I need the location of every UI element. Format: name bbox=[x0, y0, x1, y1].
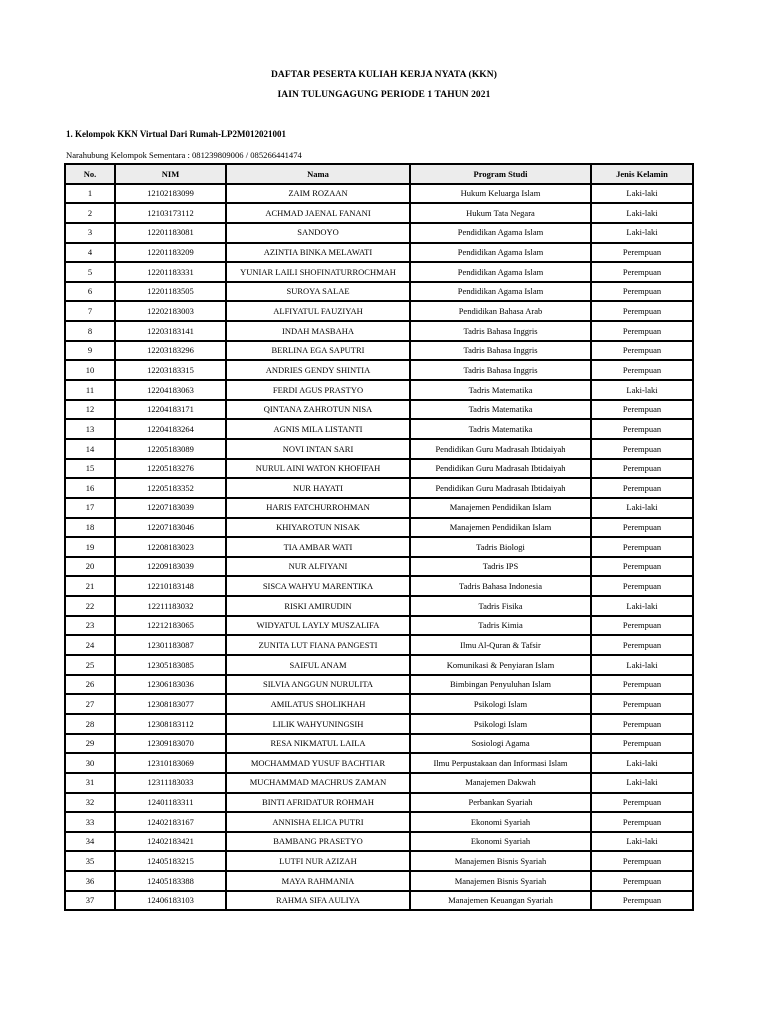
cell-jenis-kelamin: Perempuan bbox=[592, 735, 692, 753]
cell-nama: FERDI AGUS PRASTYO bbox=[227, 381, 409, 399]
table-row bbox=[66, 538, 692, 556]
cell-no: 28 bbox=[66, 715, 114, 733]
table-row bbox=[66, 204, 692, 222]
cell-no: 32 bbox=[66, 794, 114, 812]
cell-program-studi: Manajemen Keuangan Syariah bbox=[411, 892, 590, 910]
cell-no: 3 bbox=[66, 224, 114, 242]
cell-no: 20 bbox=[66, 558, 114, 576]
cell-nim: 12309183070 bbox=[116, 735, 225, 753]
cell-jenis-kelamin: Perempuan bbox=[592, 558, 692, 576]
cell-no: 12 bbox=[66, 401, 114, 419]
cell-nama: RAHMA SIFA AULIYA bbox=[227, 892, 409, 910]
cell-jenis-kelamin: Perempuan bbox=[592, 283, 692, 301]
cell-nama: RESA NIKMATUL LAILA bbox=[227, 735, 409, 753]
cell-no: 31 bbox=[66, 774, 114, 792]
cell-program-studi: Pendidikan Agama Islam bbox=[411, 263, 590, 281]
cell-jenis-kelamin: Perempuan bbox=[592, 636, 692, 654]
cell-nim: 12405183388 bbox=[116, 872, 225, 890]
table-row bbox=[66, 852, 692, 870]
cell-no: 24 bbox=[66, 636, 114, 654]
cell-program-studi: Tadris Matematika bbox=[411, 401, 590, 419]
table-row bbox=[66, 519, 692, 537]
participants-table bbox=[64, 163, 694, 911]
table-row bbox=[66, 636, 692, 654]
table-row bbox=[66, 224, 692, 242]
cell-no: 16 bbox=[66, 479, 114, 497]
column-header-nim: NIM bbox=[116, 165, 225, 183]
table-row bbox=[66, 440, 692, 458]
cell-jenis-kelamin: Perempuan bbox=[592, 460, 692, 478]
cell-nim: 12204183171 bbox=[116, 401, 225, 419]
cell-program-studi: Bimbingan Penyuluhan Islam bbox=[411, 676, 590, 694]
cell-program-studi: Tadris Bahasa Indonesia bbox=[411, 577, 590, 595]
cell-nim: 12305183085 bbox=[116, 656, 225, 674]
table-row bbox=[66, 656, 692, 674]
cell-jenis-kelamin: Perempuan bbox=[592, 577, 692, 595]
cell-no: 23 bbox=[66, 617, 114, 635]
cell-program-studi: Tadris Bahasa Inggris bbox=[411, 322, 590, 340]
cell-jenis-kelamin: Perempuan bbox=[592, 322, 692, 340]
cell-program-studi: Sosiologi Agama bbox=[411, 735, 590, 753]
cell-no: 18 bbox=[66, 519, 114, 537]
cell-nim: 12310183069 bbox=[116, 754, 225, 772]
cell-nama: NOVI INTAN SARI bbox=[227, 440, 409, 458]
column-header-jenis-kelamin: Jenis Kelamin bbox=[592, 165, 692, 183]
cell-jenis-kelamin: Perempuan bbox=[592, 872, 692, 890]
cell-no: 19 bbox=[66, 538, 114, 556]
cell-nim: 12311183033 bbox=[116, 774, 225, 792]
cell-nim: 12306183036 bbox=[116, 676, 225, 694]
cell-nim: 12301183087 bbox=[116, 636, 225, 654]
cell-nim: 12401183311 bbox=[116, 794, 225, 812]
cell-nama: KHIYAROTUN NISAK bbox=[227, 519, 409, 537]
cell-nama: HARIS FATCHURROHMAN bbox=[227, 499, 409, 517]
cell-nama: BAMBANG PRASETYO bbox=[227, 833, 409, 851]
cell-jenis-kelamin: Laki-laki bbox=[592, 754, 692, 772]
table-row bbox=[66, 499, 692, 517]
table-row bbox=[66, 794, 692, 812]
cell-nama: AGNIS MILA LISTANTI bbox=[227, 420, 409, 438]
cell-nim: 12204183264 bbox=[116, 420, 225, 438]
cell-program-studi: Tadris Biologi bbox=[411, 538, 590, 556]
table-row bbox=[66, 381, 692, 399]
cell-jenis-kelamin: Perempuan bbox=[592, 361, 692, 379]
cell-program-studi: Tadris Bahasa Inggris bbox=[411, 342, 590, 360]
cell-nim: 12102183099 bbox=[116, 185, 225, 203]
cell-nama: MUCHAMMAD MACHRUS ZAMAN bbox=[227, 774, 409, 792]
cell-program-studi: Manajemen Bisnis Syariah bbox=[411, 872, 590, 890]
cell-nama: NUR ALFIYANI bbox=[227, 558, 409, 576]
table-row bbox=[66, 361, 692, 379]
cell-jenis-kelamin: Perempuan bbox=[592, 695, 692, 713]
cell-jenis-kelamin: Perempuan bbox=[592, 617, 692, 635]
table-row bbox=[66, 460, 692, 478]
cell-nama: ALFIYATUL FAUZIYAH bbox=[227, 302, 409, 320]
cell-program-studi: Tadris Matematika bbox=[411, 381, 590, 399]
column-header-program-studi: Program Studi bbox=[411, 165, 590, 183]
table-row bbox=[66, 244, 692, 262]
cell-no: 30 bbox=[66, 754, 114, 772]
cell-nama: ANNISHA ELICA PUTRI bbox=[227, 813, 409, 831]
cell-program-studi: Pendidikan Guru Madrasah Ibtidaiyah bbox=[411, 479, 590, 497]
table-body bbox=[66, 185, 692, 910]
cell-nim: 12205183352 bbox=[116, 479, 225, 497]
cell-jenis-kelamin: Perempuan bbox=[592, 401, 692, 419]
cell-no: 7 bbox=[66, 302, 114, 320]
cell-nama: INDAH MASBAHA bbox=[227, 322, 409, 340]
cell-program-studi: Pendidikan Bahasa Arab bbox=[411, 302, 590, 320]
table-row bbox=[66, 872, 692, 890]
cell-jenis-kelamin: Perempuan bbox=[592, 244, 692, 262]
cell-program-studi: Pendidikan Agama Islam bbox=[411, 224, 590, 242]
table-row bbox=[66, 283, 692, 301]
cell-jenis-kelamin: Perempuan bbox=[592, 479, 692, 497]
cell-nim: 12201183209 bbox=[116, 244, 225, 262]
table-header-row bbox=[66, 165, 692, 183]
cell-nama: LUTFI NUR AZIZAH bbox=[227, 852, 409, 870]
column-header-nama: Nama bbox=[227, 165, 409, 183]
cell-jenis-kelamin: Perempuan bbox=[592, 302, 692, 320]
cell-nama: BINTI AFRIDATUR ROHMAH bbox=[227, 794, 409, 812]
cell-nama: YUNIAR LAILI SHOFINATURROCHMAH bbox=[227, 263, 409, 281]
table-row bbox=[66, 185, 692, 203]
cell-nama: SUROYA SALAE bbox=[227, 283, 409, 301]
cell-nim: 12201183331 bbox=[116, 263, 225, 281]
cell-jenis-kelamin: Laki-laki bbox=[592, 774, 692, 792]
group-heading: 1. Kelompok KKN Virtual Dari Rumah-LP2M012021001 bbox=[66, 129, 286, 139]
cell-nim: 12405183215 bbox=[116, 852, 225, 870]
cell-program-studi: Pendidikan Agama Islam bbox=[411, 283, 590, 301]
cell-nim: 12406183103 bbox=[116, 892, 225, 910]
table-row bbox=[66, 695, 692, 713]
cell-jenis-kelamin: Perempuan bbox=[592, 440, 692, 458]
cell-nim: 12203183296 bbox=[116, 342, 225, 360]
cell-program-studi: Ekonomi Syariah bbox=[411, 833, 590, 851]
cell-program-studi: Manajemen Pendidikan Islam bbox=[411, 519, 590, 537]
cell-program-studi: Hukum Tata Negara bbox=[411, 204, 590, 222]
cell-no: 5 bbox=[66, 263, 114, 281]
table-row bbox=[66, 342, 692, 360]
cell-no: 33 bbox=[66, 813, 114, 831]
table-row bbox=[66, 577, 692, 595]
cell-nama: ACHMAD JAENAL FANANI bbox=[227, 204, 409, 222]
cell-jenis-kelamin: Laki-laki bbox=[592, 204, 692, 222]
cell-nim: 12203183315 bbox=[116, 361, 225, 379]
cell-nama: AMILATUS SHOLIKHAH bbox=[227, 695, 409, 713]
document-title: DAFTAR PESERTA KULIAH KERJA NYATA (KKN) bbox=[270, 70, 498, 80]
cell-program-studi: Manajemen Dakwah bbox=[411, 774, 590, 792]
cell-nama: AZINTIA BINKA MELAWATI bbox=[227, 244, 409, 262]
cell-program-studi: Ilmu Perpustakaan dan Informasi Islam bbox=[411, 754, 590, 772]
cell-no: 9 bbox=[66, 342, 114, 360]
table-row bbox=[66, 420, 692, 438]
table-row bbox=[66, 676, 692, 694]
cell-jenis-kelamin: Perempuan bbox=[592, 852, 692, 870]
cell-no: 17 bbox=[66, 499, 114, 517]
cell-program-studi: Tadris Matematika bbox=[411, 420, 590, 438]
cell-program-studi: Ilmu Al-Quran & Tafsir bbox=[411, 636, 590, 654]
cell-no: 22 bbox=[66, 597, 114, 615]
cell-program-studi: Tadris Fisika bbox=[411, 597, 590, 615]
cell-nim: 12211183032 bbox=[116, 597, 225, 615]
cell-nim: 12208183023 bbox=[116, 538, 225, 556]
cell-jenis-kelamin: Perempuan bbox=[592, 892, 692, 910]
cell-jenis-kelamin: Laki-laki bbox=[592, 224, 692, 242]
cell-nim: 12202183003 bbox=[116, 302, 225, 320]
cell-jenis-kelamin: Perempuan bbox=[592, 538, 692, 556]
cell-jenis-kelamin: Laki-laki bbox=[592, 185, 692, 203]
cell-jenis-kelamin: Laki-laki bbox=[592, 499, 692, 517]
cell-nim: 12308183112 bbox=[116, 715, 225, 733]
cell-nim: 12203183141 bbox=[116, 322, 225, 340]
cell-program-studi: Psikologi Islam bbox=[411, 715, 590, 733]
table-row bbox=[66, 263, 692, 281]
table-row bbox=[66, 833, 692, 851]
cell-no: 21 bbox=[66, 577, 114, 595]
cell-program-studi: Ekonomi Syariah bbox=[411, 813, 590, 831]
cell-no: 4 bbox=[66, 244, 114, 262]
cell-program-studi: Psikologi Islam bbox=[411, 695, 590, 713]
cell-no: 25 bbox=[66, 656, 114, 674]
cell-program-studi: Tadris IPS bbox=[411, 558, 590, 576]
cell-nama: MAYA RAHMANIA bbox=[227, 872, 409, 890]
cell-nim: 12201183505 bbox=[116, 283, 225, 301]
cell-nama: ZAIM ROZAAN bbox=[227, 185, 409, 203]
cell-nim: 12402183421 bbox=[116, 833, 225, 851]
cell-program-studi: Tadris Bahasa Inggris bbox=[411, 361, 590, 379]
cell-nim: 12210183148 bbox=[116, 577, 225, 595]
cell-no: 2 bbox=[66, 204, 114, 222]
cell-nim: 12308183077 bbox=[116, 695, 225, 713]
cell-no: 35 bbox=[66, 852, 114, 870]
cell-nama: SISCA WAHYU MARENTIKA bbox=[227, 577, 409, 595]
cell-jenis-kelamin: Perempuan bbox=[592, 420, 692, 438]
cell-no: 1 bbox=[66, 185, 114, 203]
column-header-no: No. bbox=[66, 165, 114, 183]
cell-jenis-kelamin: Laki-laki bbox=[592, 656, 692, 674]
cell-nama: TIA AMBAR WATI bbox=[227, 538, 409, 556]
cell-program-studi: Komunikasi & Penyiaran Islam bbox=[411, 656, 590, 674]
cell-nim: 12205183276 bbox=[116, 460, 225, 478]
cell-no: 8 bbox=[66, 322, 114, 340]
cell-no: 13 bbox=[66, 420, 114, 438]
cell-nim: 12207183039 bbox=[116, 499, 225, 517]
cell-jenis-kelamin: Laki-laki bbox=[592, 597, 692, 615]
cell-jenis-kelamin: Laki-laki bbox=[592, 833, 692, 851]
cell-jenis-kelamin: Perempuan bbox=[592, 715, 692, 733]
cell-nim: 12204183063 bbox=[116, 381, 225, 399]
table-row bbox=[66, 558, 692, 576]
table-row bbox=[66, 479, 692, 497]
cell-no: 27 bbox=[66, 695, 114, 713]
cell-nama: ANDRIES GENDY SHINTIA bbox=[227, 361, 409, 379]
cell-no: 11 bbox=[66, 381, 114, 399]
cell-nama: NURUL AINI WATON KHOFIFAH bbox=[227, 460, 409, 478]
cell-no: 29 bbox=[66, 735, 114, 753]
cell-nim: 12201183081 bbox=[116, 224, 225, 242]
cell-program-studi: Hukum Keluarga Islam bbox=[411, 185, 590, 203]
cell-program-studi: Pendidikan Guru Madrasah Ibtidaiyah bbox=[411, 440, 590, 458]
table-row bbox=[66, 715, 692, 733]
cell-jenis-kelamin: Perempuan bbox=[592, 676, 692, 694]
cell-nama: SILVIA ANGGUN NURULITA bbox=[227, 676, 409, 694]
cell-no: 6 bbox=[66, 283, 114, 301]
cell-nim: 12212183065 bbox=[116, 617, 225, 635]
cell-no: 34 bbox=[66, 833, 114, 851]
cell-jenis-kelamin: Perempuan bbox=[592, 263, 692, 281]
table-row bbox=[66, 302, 692, 320]
document-subtitle: IAIN TULUNGAGUNG PERIODE 1 TAHUN 2021 bbox=[277, 90, 491, 100]
cell-nim: 12402183167 bbox=[116, 813, 225, 831]
cell-nama: ZUNITA LUT FIANA PANGESTI bbox=[227, 636, 409, 654]
cell-program-studi: Manajemen Bisnis Syariah bbox=[411, 852, 590, 870]
cell-no: 15 bbox=[66, 460, 114, 478]
cell-nim: 12209183039 bbox=[116, 558, 225, 576]
cell-nama: NUR HAYATI bbox=[227, 479, 409, 497]
cell-nama: LILIK WAHYUNINGSIH bbox=[227, 715, 409, 733]
table-row bbox=[66, 735, 692, 753]
cell-no: 26 bbox=[66, 676, 114, 694]
table-row bbox=[66, 754, 692, 772]
table-row bbox=[66, 774, 692, 792]
cell-no: 10 bbox=[66, 361, 114, 379]
cell-nim: 12207183046 bbox=[116, 519, 225, 537]
cell-nim: 12103173112 bbox=[116, 204, 225, 222]
cell-jenis-kelamin: Perempuan bbox=[592, 342, 692, 360]
cell-program-studi: Perbankan Syariah bbox=[411, 794, 590, 812]
table-row bbox=[66, 892, 692, 910]
cell-jenis-kelamin: Perempuan bbox=[592, 813, 692, 831]
cell-nama: SANDOYO bbox=[227, 224, 409, 242]
cell-nama: RISKI AMIRUDIN bbox=[227, 597, 409, 615]
cell-jenis-kelamin: Perempuan bbox=[592, 794, 692, 812]
table-row bbox=[66, 597, 692, 615]
cell-program-studi: Pendidikan Guru Madrasah Ibtidaiyah bbox=[411, 460, 590, 478]
cell-no: 37 bbox=[66, 892, 114, 910]
cell-jenis-kelamin: Perempuan bbox=[592, 519, 692, 537]
cell-nim: 12205183089 bbox=[116, 440, 225, 458]
cell-nama: SAIFUL ANAM bbox=[227, 656, 409, 674]
table-row bbox=[66, 401, 692, 419]
cell-nama: BERLINA EGA SAPUTRI bbox=[227, 342, 409, 360]
cell-no: 14 bbox=[66, 440, 114, 458]
cell-jenis-kelamin: Laki-laki bbox=[592, 381, 692, 399]
cell-program-studi: Pendidikan Agama Islam bbox=[411, 244, 590, 262]
cell-nama: QINTANA ZAHROTUN NISA bbox=[227, 401, 409, 419]
cell-program-studi: Manajemen Pendidikan Islam bbox=[411, 499, 590, 517]
cell-nama: WIDYATUL LAYLY MUSZALIFA bbox=[227, 617, 409, 635]
cell-nama: MOCHAMMAD YUSUF BACHTIAR bbox=[227, 754, 409, 772]
table-row bbox=[66, 813, 692, 831]
table-row bbox=[66, 322, 692, 340]
cell-no: 36 bbox=[66, 872, 114, 890]
group-contact: Narahubung Kelompok Sementara : 081239809006 / 085266441474 bbox=[66, 150, 302, 160]
cell-program-studi: Tadris Kimia bbox=[411, 617, 590, 635]
table-row bbox=[66, 617, 692, 635]
